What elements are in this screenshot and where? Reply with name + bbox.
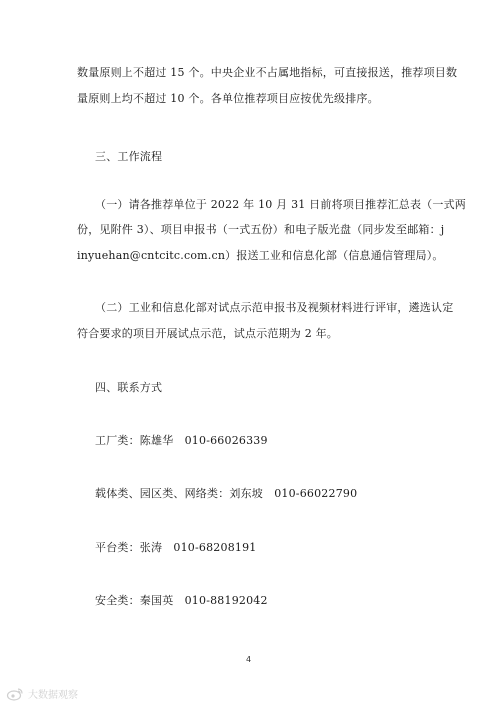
page-number: 4 bbox=[246, 655, 252, 664]
watermark bbox=[6, 686, 78, 701]
section-heading: 三、工作流程 bbox=[95, 150, 163, 163]
text-line: 数量原则上不超过 15 个。中央企业不占属地指标，可直接报送，推荐项目数 bbox=[77, 66, 458, 79]
contact-line: 平台类：张涛 010-68208191 bbox=[95, 541, 257, 554]
contact-line: 载体类、园区类、网络类：刘东坡 010-66022790 bbox=[95, 487, 358, 500]
contact-line: 安全类：秦国英 010-88192042 bbox=[95, 594, 268, 607]
text-line: 量原则上均不超过 10 个。各单位推荐项目应按优先级排序。 bbox=[77, 92, 379, 105]
watermark-text: 大数据观察 bbox=[28, 690, 78, 701]
text-line: inyuehan@cntcitc.com.cn）报送工业和信息化部（信息通信管理局）。 bbox=[77, 249, 444, 262]
contact-line: 工厂类：陈雄华 010-66026339 bbox=[95, 434, 268, 447]
weibo-logo-icon bbox=[6, 687, 24, 701]
text-line: （二）工业和信息化部对试点示范申报书及视频材料进行评审，遴选认定 bbox=[95, 301, 454, 314]
section-heading: 四、联系方式 bbox=[95, 381, 163, 394]
text-line: （一）请各推荐单位于 2022 年 10 月 31 日前将项目推荐汇总表（一式两 bbox=[95, 198, 466, 211]
text-line: 份，见附件 3）、项目申报书（一式五份）和电子版光盘（同步发至邮箱：j bbox=[77, 223, 445, 236]
text-line: 符合要求的项目开展试点示范，试点示范期为 2 年。 bbox=[77, 327, 338, 340]
